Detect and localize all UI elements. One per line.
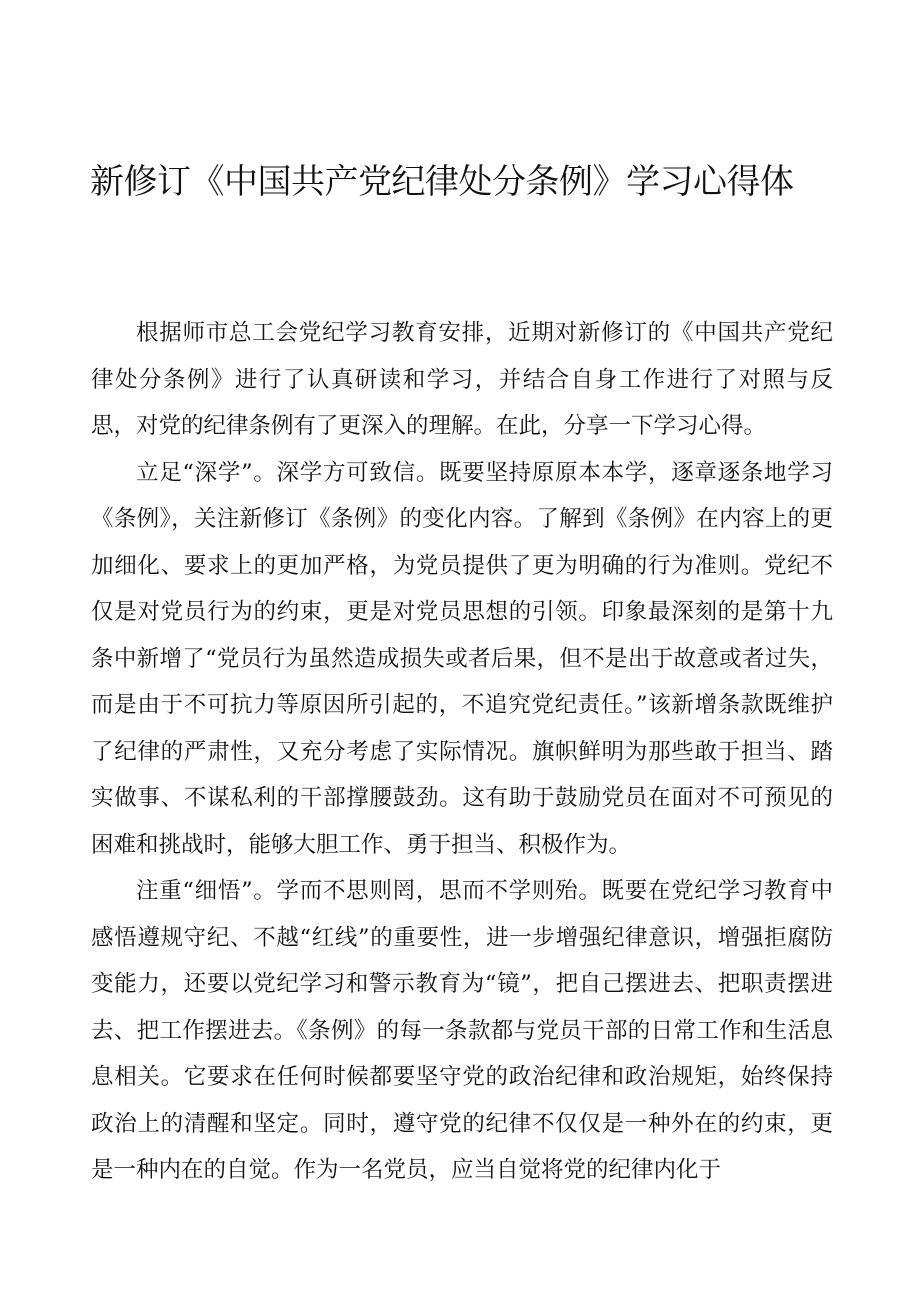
document-title: 新修订《中国共产党纪律处分条例》学习心得体 [90, 162, 794, 202]
paragraph-careful-reflection: 注重“细悟”。学而不思则罔，思而不学则殆。既要在党纪学习教育中感悟遵规守纪、不越“红线”的重要性，进一步增强纪律意识，增强拒腐防变能力，还要以党纪学习和警示教育为“镜”，把自己摆进去、把职责摆进去、把工作摆进去。《条例》的每一条款都与党员干部的日常工作和生活息息相关。它要求在任何时候都要坚守党的政治纪律和政治规矩，始终保持政治上的清醒和坚定。同时，遵守党的纪律不仅仅是一种外在的约束，更是一种内在的自觉。作为一名党员，应当自觉将党的纪律内化于 [91, 878, 833, 1183]
paragraph-intro: 根据师市总工会党纪学习教育安排，近期对新修订的《中国共产党纪律处分条例》进行了认真研读和学习，并结合自身工作进行了对照与反思，对党的纪律条例有了更深入的理解。在此，分享一下学习心得。 [91, 320, 833, 439]
document-body [91, 310, 833, 1194]
paragraph-deep-study: 立足“深学”。深学方可致信。既要坚持原原本本学，逐章逐条地学习《条例》，关注新修订《条例》的变化内容。了解到《条例》在内容上的更加细化、要求上的更加严格，为党员提供了更为明确的行为准则。党纪不仅是对党员行为的约束，更是对党员思想的引领。印象最深刻的是第十九条中新增了“党员行为虽然造成损失或者后果，但不是出于故意或者过失，而是由于不可抗力等原因所引起的，不追究党纪责任。”该新增条款既维护了纪律的严肃性，又充分考虑了实际情况。旗帜鲜明为那些敢于担当、踏实做事、不谋私利的干部撑腰鼓劲。这有助于鼓励党员在面对不可预见的困难和挑战时，能够大胆工作、勇于担当、积极作为。 [91, 459, 833, 858]
